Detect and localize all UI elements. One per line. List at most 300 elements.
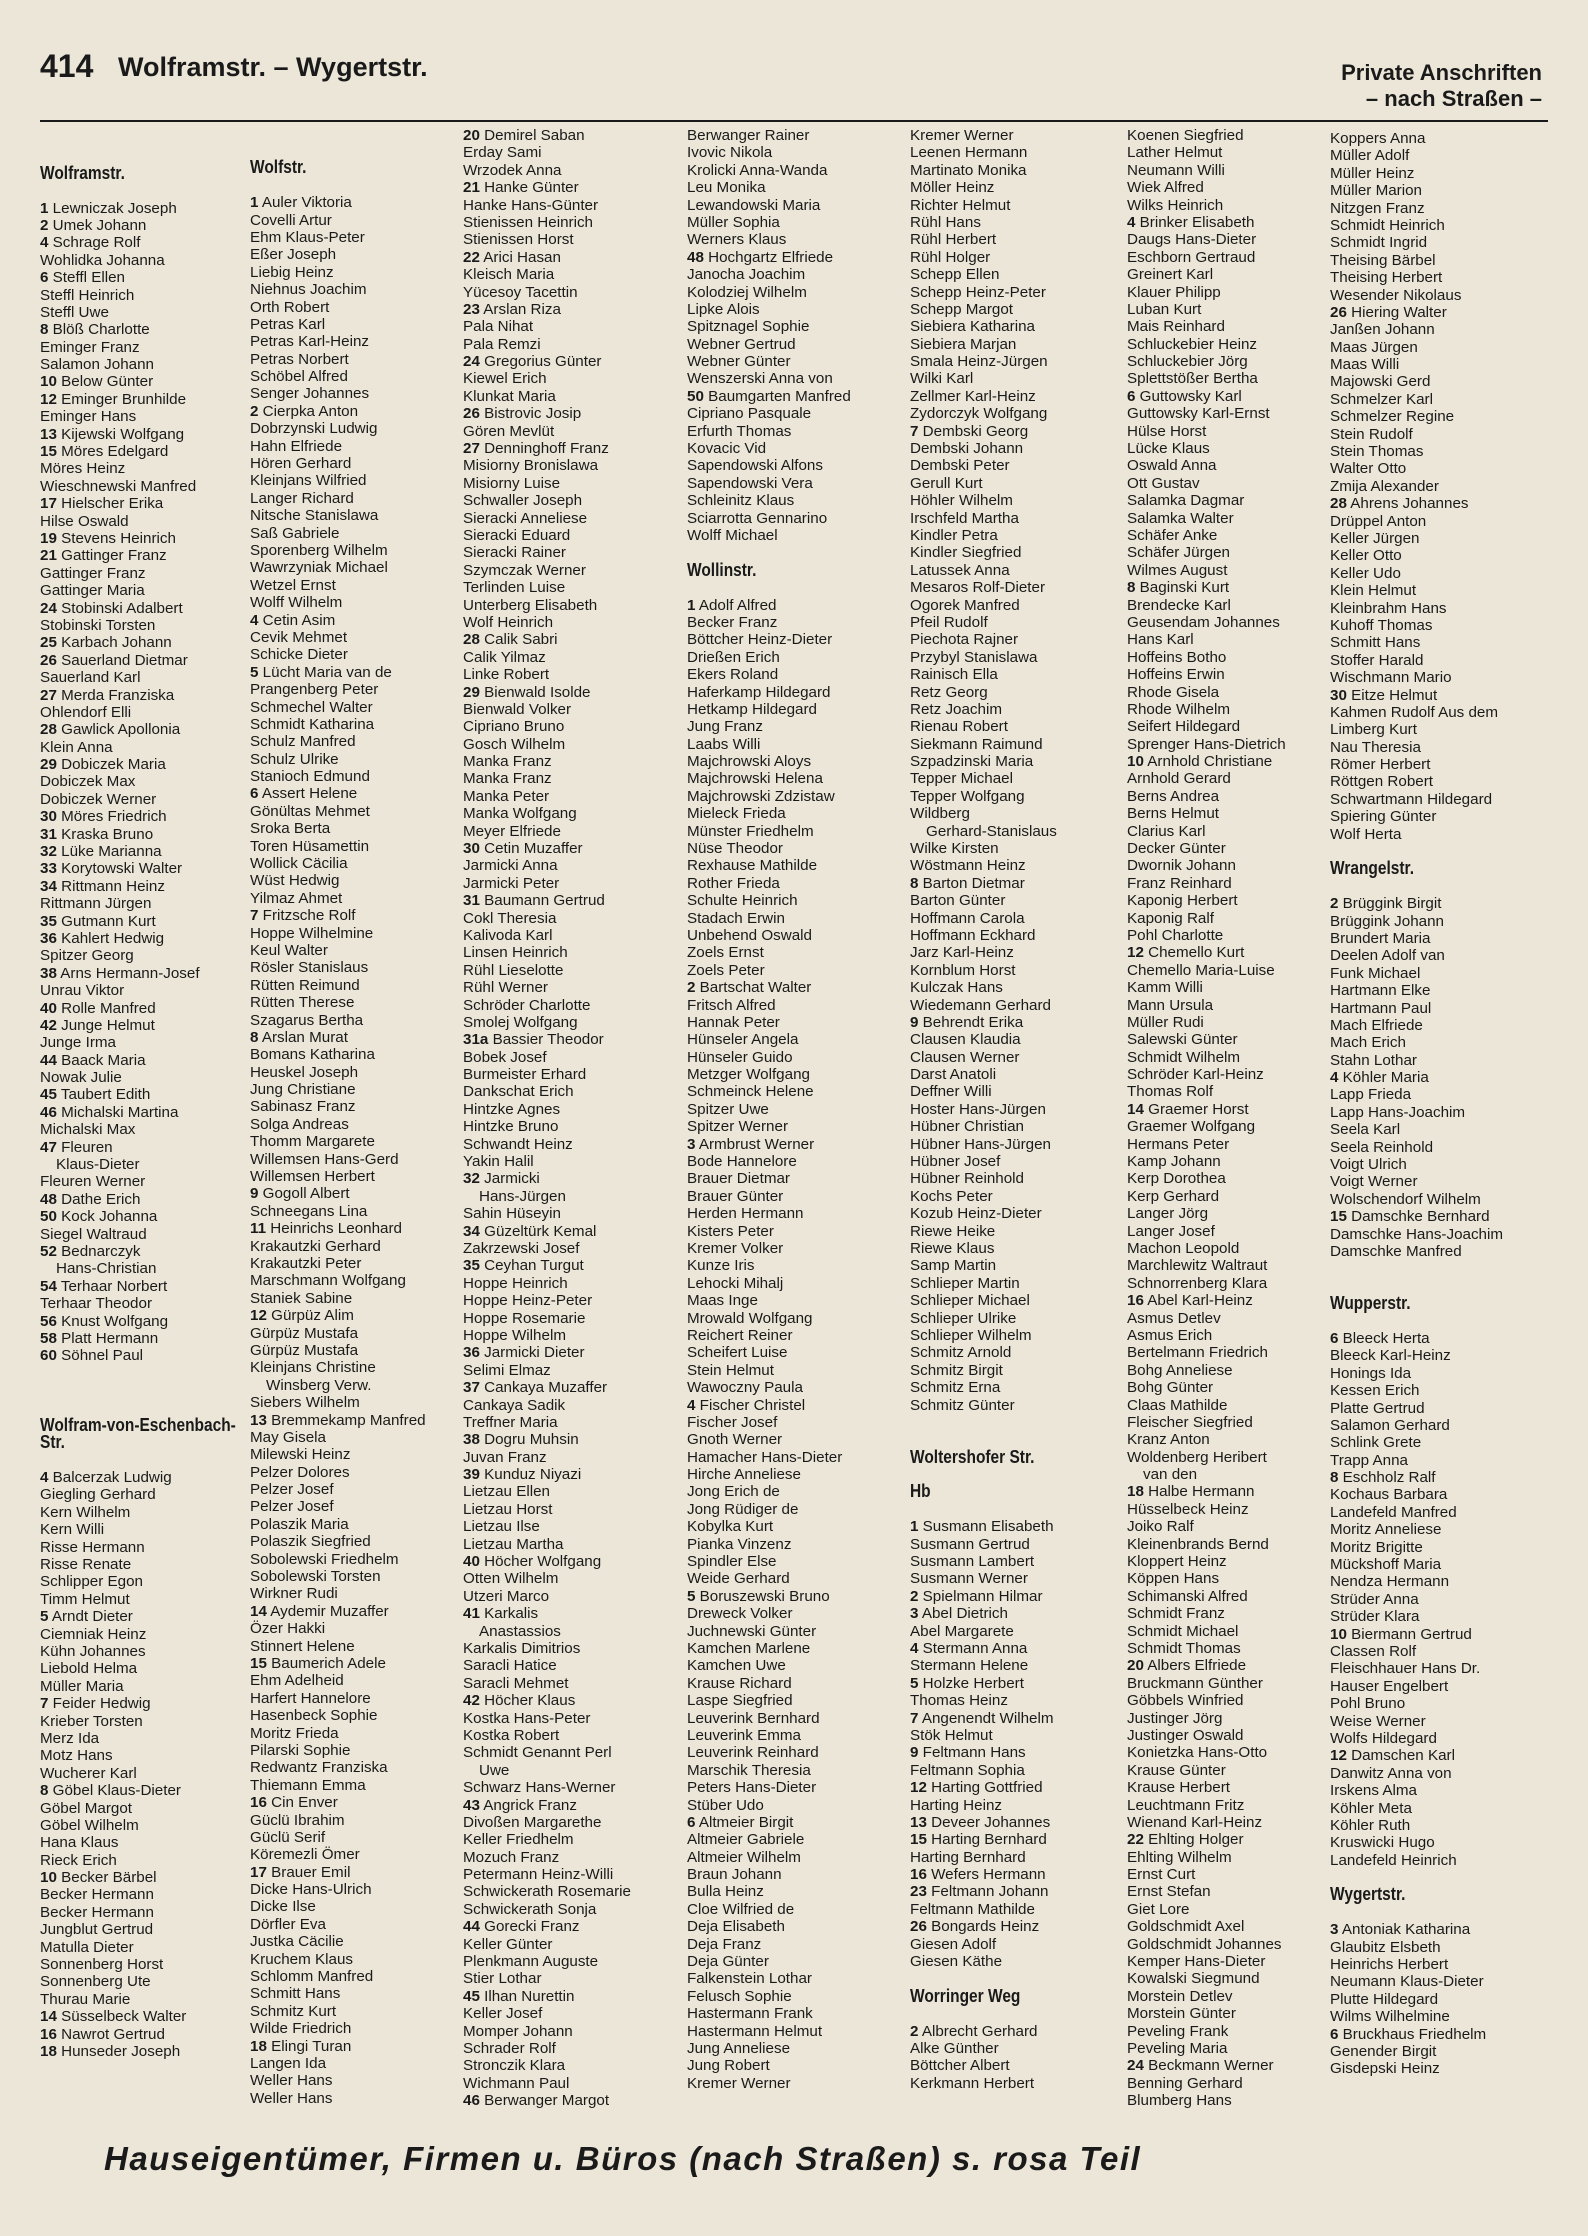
resident-entry: Retz Georg <box>910 683 988 701</box>
house-number: 2 <box>910 1587 919 1605</box>
resident-entry: Schäfer Jürgen <box>1127 544 1230 562</box>
resident-entry: Koenen Siegfried <box>1127 127 1244 144</box>
resident-entry: Reichert Reiner <box>687 1326 793 1344</box>
resident-entry: Jung Anneliese <box>687 2039 791 2057</box>
resident-entry: Kremer Volker <box>687 1240 784 1257</box>
resident-entry: Graemer Wolfgang <box>1127 1118 1256 1136</box>
resident-entry: Kloppert Heinz <box>1127 1553 1227 1571</box>
house-number: 22 <box>1127 1831 1144 1849</box>
footer-note: Hauseigentümer, Firmen u. Büros (nach Straßen) s. rosa Teil <box>104 2140 1142 2177</box>
resident-entry: Sobolewski Friedhelm <box>250 1550 399 1568</box>
resident-entry: Thurau Marie <box>40 1990 131 2008</box>
resident-entry: Richter Helmut <box>910 196 1011 214</box>
resident-entry: Honings Ida <box>1330 1364 1412 1382</box>
resident-entry: Kovacic Vid <box>687 440 767 458</box>
resident-entry: Ehlting Wilhelm <box>1127 1848 1232 1866</box>
spacer <box>1330 878 1535 895</box>
resident-entry: Mückshoff Maria <box>1330 1556 1442 1574</box>
resident-entry: Solga Andreas <box>250 1115 349 1133</box>
resident-entry: Ehm Adelheid <box>250 1672 344 1690</box>
house-number: 24 <box>463 353 480 371</box>
resident-entry: Kaponig Ralf <box>1127 909 1214 927</box>
house-number: 4 <box>250 611 259 629</box>
house-number: 50 <box>687 387 704 405</box>
header-rule <box>40 120 1548 122</box>
house-number: 20 <box>1127 1657 1144 1675</box>
resident-entry: Spitznagel Sophie <box>687 318 810 336</box>
resident-entry: Brüggink Johann <box>1330 912 1444 930</box>
resident-entry: Wilke Kirsten <box>910 840 999 858</box>
resident-entry: Keller Günter <box>463 1935 553 1953</box>
resident-entry: Kamchen Uwe <box>687 1657 786 1675</box>
resident-entry: Klein Helmut <box>1330 582 1417 600</box>
resident-entry: Schöbel Alfred <box>250 368 348 386</box>
house-number: 42 <box>463 1692 480 1710</box>
resident-entry: Risse Hermann <box>40 1538 145 1556</box>
resident-entry: Susmann Gertrud <box>910 1535 1030 1553</box>
resident-entry: Genender Birgit <box>1330 2042 1437 2060</box>
resident-entry: Theising Bärbel <box>1330 251 1436 269</box>
resident-entry: 29 Dobiczek Maria <box>40 756 166 774</box>
resident-entry: Gattinger Franz <box>40 564 146 582</box>
resident-entry: Webner Günter <box>687 353 791 371</box>
resident-entry: Gürpüz Mustafa <box>250 1324 359 1342</box>
resident-entry: Misiorny Luise <box>463 474 561 492</box>
resident-entry: Langer Richard <box>250 489 354 507</box>
resident-entry: Scheifert Luise <box>687 1344 788 1362</box>
resident-entry: Köhler Meta <box>1330 1799 1412 1817</box>
house-number: 24 <box>1127 2057 1144 2075</box>
resident-entry: Hoppe Rosemarie <box>463 1309 586 1327</box>
resident-entry: Salamon Gerhard <box>1330 1416 1450 1434</box>
spacer <box>1330 1904 1535 1921</box>
resident-entry: Schmitt Hans <box>250 1985 341 2003</box>
resident-entry: Cipriano Bruno <box>463 718 565 736</box>
resident-entry: 8 Arslan Murat <box>250 1028 348 1046</box>
resident-entry: Drießen Erich <box>687 648 780 666</box>
resident-entry: Greinert Karl <box>1127 266 1214 284</box>
resident-entry: Terlinden Luise <box>463 579 566 597</box>
resident-entry: Falkenstein Lothar <box>687 1970 812 1988</box>
house-number: 5 <box>40 1608 49 1626</box>
resident-entry: Michalski Max <box>40 1121 136 1139</box>
resident-entry: Schmitz Birgit <box>910 1361 1003 1379</box>
resident-entry: Lapp Hans-Joachim <box>1330 1103 1466 1121</box>
resident-entry: Möres Heinz <box>40 460 126 478</box>
resident-entry: 50 Baumgarten Manfred <box>687 387 851 405</box>
resident-entry: Müller Rudi <box>1127 1013 1204 1031</box>
house-number: 28 <box>40 721 57 739</box>
resident-entry: Laspe Siegfried <box>687 1692 793 1710</box>
resident-entry: Limberg Kurt <box>1330 721 1417 739</box>
house-number: 8 <box>250 1028 259 1046</box>
resident-entry: 2 Bartschat Walter <box>687 979 812 997</box>
resident-entry: Klauer Philipp <box>1127 283 1221 301</box>
resident-entry: Plenkmann Auguste <box>463 1953 599 1971</box>
resident-entry: 4 Stermann Anna <box>910 1639 1028 1657</box>
resident-entry: Tepper Michael <box>910 770 1013 788</box>
resident-entry: Pohl Charlotte <box>1127 926 1224 944</box>
resident-entry: Strüder Klara <box>1330 1608 1420 1626</box>
resident-entry: Clarius Karl <box>1127 822 1206 840</box>
resident-entry: Jarz Karl-Heinz <box>910 944 1014 962</box>
house-number: 2 <box>910 2022 919 2040</box>
resident-entry: Leuchtmann Fritz <box>1127 1796 1245 1814</box>
house-number: 38 <box>463 1431 480 1449</box>
house-number: 6 <box>1330 1329 1339 1347</box>
resident-entry: Schmitz Arnold <box>910 1344 1012 1362</box>
resident-entry: 41 Karkalis <box>463 1605 539 1623</box>
resident-entry: Petras Karl-Heinz <box>250 333 370 351</box>
resident-entry: Moritz Frieda <box>250 1724 339 1742</box>
house-number: 13 <box>250 1411 267 1429</box>
resident-entry: Hoster Hans-Jürgen <box>910 1100 1046 1118</box>
resident-entry: 4 Balcerzak Ludwig <box>40 1469 172 1487</box>
resident-entry: Langer Jörg <box>1127 1205 1209 1223</box>
resident-entry: 23 Arslan Riza <box>463 300 561 318</box>
resident-entry: Stier Lothar <box>463 1970 542 1988</box>
resident-entry: Bohg Günter <box>1127 1379 1214 1397</box>
resident-entry: Keller Friedhelm <box>463 1831 574 1849</box>
house-number: 16 <box>40 2025 57 2043</box>
house-number: 54 <box>40 1277 57 1295</box>
resident-entry: 4 Cetin Asim <box>250 611 336 629</box>
resident-entry: Zoels Ernst <box>687 944 764 962</box>
resident-entry: Fleuren Werner <box>40 1173 146 1191</box>
resident-entry: Fischer Josef <box>687 1413 778 1431</box>
section-heading-line2: – nach Straßen – <box>1365 86 1542 111</box>
house-number: 48 <box>40 1190 57 1208</box>
resident-entry: Strüder Anna <box>1330 1590 1419 1608</box>
resident-entry: Unterberg Elisabeth <box>463 596 598 614</box>
house-number: 47 <box>40 1138 57 1156</box>
resident-entry: 11 Heinrichs Leonhard <box>250 1220 402 1238</box>
resident-entry: Bienwald Volker <box>463 700 572 718</box>
resident-entry: Sciarrotta Gennarino <box>687 509 828 527</box>
resident-entry: Wüst Hedwig <box>250 872 340 890</box>
resident-entry: Schleinitz Klaus <box>687 492 795 510</box>
resident-entry: Münster Friedhelm <box>687 822 814 840</box>
resident-entry: Hoppe Heinrich <box>463 1274 568 1292</box>
resident-entry: 3 Antoniak Katharina <box>1330 1921 1471 1939</box>
resident-entry: 38 Dogru Muhsin <box>463 1431 579 1449</box>
resident-entry: Ernst Curt <box>1127 1866 1196 1884</box>
resident-entry: Pelzer Josef <box>250 1498 334 1516</box>
resident-entry: Pala Nihat <box>463 318 534 336</box>
resident-entry: Becker Hermann <box>40 1886 154 1904</box>
resident-entry: 8 Blöß Charlotte <box>40 321 150 339</box>
resident-entry: 13 Kijewski Wolfgang <box>40 425 185 443</box>
resident-entry: 2 Brüggink Birgit <box>1330 895 1442 913</box>
resident-entry: 8 Baginski Kurt <box>1127 579 1230 597</box>
resident-entry: Harting Heinz <box>910 1796 1003 1814</box>
resident-entry: May Gisela <box>250 1428 326 1446</box>
resident-entry: Bode Hannelore <box>687 1153 797 1171</box>
resident-entry: Wienand Karl-Heinz <box>1127 1813 1263 1831</box>
resident-entry: Willemsen Herbert <box>250 1168 375 1186</box>
resident-entry: Retz Joachim <box>910 700 1003 718</box>
resident-entry: Smala Heinz-Jürgen <box>910 353 1048 371</box>
resident-entry: 6 Bruckhaus Friedhelm <box>1330 2025 1487 2043</box>
house-number: 14 <box>250 1602 267 1620</box>
resident-entry: Hintzke Bruno <box>463 1118 559 1136</box>
resident-entry: Wesender Nikolaus <box>1330 286 1462 304</box>
entry-continuation: Winsberg Verw. <box>266 1376 372 1394</box>
resident-entry: Schmidt Thomas <box>1127 1639 1241 1657</box>
resident-entry: Hoppe Wilhelm <box>463 1326 566 1344</box>
house-number: 46 <box>40 1103 57 1121</box>
house-number: 18 <box>40 2042 57 2060</box>
resident-entry: Schneegans Lina <box>250 1202 368 1220</box>
house-number: 26 <box>463 405 480 423</box>
resident-entry: Rother Frieda <box>687 874 780 892</box>
resident-entry: Decker Günter <box>1127 840 1226 858</box>
resident-entry: Hören Gerhard <box>250 455 352 473</box>
resident-entry: 28 Ahrens Johannes <box>1330 495 1469 513</box>
resident-entry: Schlieper Michael <box>910 1292 1030 1310</box>
resident-entry: Keller Jürgen <box>1330 529 1420 547</box>
resident-entry: 17 Hielscher Erika <box>40 495 164 513</box>
resident-entry: Majowski Gerd <box>1330 373 1431 391</box>
resident-entry: Schulz Manfred <box>250 733 356 751</box>
resident-entry: Langen Ida <box>250 2054 327 2072</box>
resident-entry: Motz Hans <box>40 1747 113 1765</box>
resident-entry: Sieracki Anneliese <box>463 509 588 527</box>
resident-entry: Harting Bernhard <box>910 1848 1026 1866</box>
resident-entry: Kozub Heinz-Dieter <box>910 1205 1042 1223</box>
resident-entry: Manka Franz <box>463 753 552 771</box>
resident-entry: Goldschmidt Johannes <box>1127 1935 1282 1953</box>
resident-entry: Schlomm Manfred <box>250 1968 374 1986</box>
resident-entry: Wöstmann Heinz <box>910 857 1026 875</box>
resident-entry: 6 Steffl Ellen <box>40 269 125 287</box>
resident-entry: Keul Walter <box>250 941 328 959</box>
resident-entry: Matulla Dieter <box>40 1938 134 1956</box>
spacer <box>40 1382 245 1399</box>
resident-entry: Gören Mevlüt <box>463 422 555 440</box>
house-number: 8 <box>910 874 919 892</box>
resident-entry: Fleischhauer Hans Dr. <box>1330 1660 1481 1678</box>
resident-entry: Ehm Klaus-Peter <box>250 228 365 246</box>
resident-entry: 22 Arici Hasan <box>463 248 561 266</box>
resident-entry: Szymczak Werner <box>463 561 586 579</box>
house-number: 46 <box>463 2092 480 2110</box>
resident-entry: 36 Kahlert Hedwig <box>40 929 165 947</box>
resident-entry: Schröder Charlotte <box>463 996 591 1014</box>
street-heading: Wolframstr. <box>40 162 125 183</box>
resident-entry: Gönültas Mehmet <box>250 802 370 820</box>
resident-entry: 21 Hanke Günter <box>463 179 579 197</box>
resident-entry: Kochaus Barbara <box>1330 1486 1448 1504</box>
resident-entry: Müller Marion <box>1330 182 1422 200</box>
resident-entry: Koppers Anna <box>1330 130 1426 147</box>
resident-entry: Neumann Willi <box>1127 161 1225 179</box>
house-number: 52 <box>40 1243 57 1260</box>
resident-entry: 45 Taubert Edith <box>40 1086 151 1104</box>
resident-entry: Sauerland Karl <box>40 669 141 687</box>
resident-entry: Salamon Johann <box>40 356 154 374</box>
resident-entry: Mais Reinhard <box>1127 318 1225 336</box>
house-number: 41 <box>463 1605 480 1623</box>
resident-entry: Spiering Günter <box>1330 808 1437 826</box>
resident-entry: 48 Hochgartz Elfriede <box>687 248 834 266</box>
resident-entry: Schwandt Heinz <box>463 1135 573 1153</box>
resident-entry: 54 Terhaar Norbert <box>40 1277 168 1295</box>
resident-entry: Irschfeld Martha <box>910 509 1019 527</box>
resident-entry: Morstein Günter <box>1127 2005 1236 2023</box>
resident-entry: Kleinenbrands Bernd <box>1127 1535 1269 1553</box>
resident-entry: 6 Bleeck Herta <box>1330 1329 1430 1347</box>
resident-entry: Schmidt Heinrich <box>1330 216 1445 234</box>
spacer <box>1330 1313 1535 1330</box>
resident-entry: Peveling Maria <box>1127 2039 1228 2057</box>
resident-entry: Kalivoda Karl <box>463 926 553 944</box>
resident-entry: Willemsen Hans-Gerd <box>250 1150 399 1168</box>
resident-entry: Gisdepski Heinz <box>1330 2060 1440 2078</box>
resident-entry: Hoffmann Eckhard <box>910 926 1036 944</box>
resident-entry: Becker Franz <box>687 613 778 631</box>
resident-entry: Manka Peter <box>463 787 550 805</box>
resident-entry: Susmann Lambert <box>910 1553 1035 1571</box>
resident-entry: Rühl Herbert <box>910 231 997 249</box>
directory-column <box>687 127 892 2092</box>
resident-entry: Altmeier Wilhelm <box>687 1848 801 1866</box>
resident-entry: Zellmer Karl-Heinz <box>910 387 1036 405</box>
resident-entry: 31 Kraska Bruno <box>40 825 154 843</box>
resident-entry: Stein Thomas <box>1330 443 1424 461</box>
resident-entry: Wohlidka Johanna <box>40 251 165 269</box>
resident-entry: Alke Günther <box>910 2039 999 2057</box>
resident-entry: 38 Arns Hermann-Josef <box>40 964 200 982</box>
resident-entry: Pala Remzi <box>463 335 541 353</box>
resident-entry: Giet Lore <box>1127 1900 1190 1918</box>
resident-entry: Krieber Torsten <box>40 1712 143 1730</box>
house-number: 4 <box>910 1639 919 1657</box>
resident-entry: Kostka Hans-Peter <box>463 1709 591 1727</box>
resident-entry: Sieracki Eduard <box>463 526 571 544</box>
house-number: 8 <box>1330 1469 1339 1487</box>
resident-entry: Güclü Ibrahim <box>250 1811 345 1829</box>
house-number: 10 <box>40 1869 57 1887</box>
resident-entry: Majchrowski Aloys <box>687 753 812 771</box>
resident-entry: Polaszik Siegfried <box>250 1533 371 1551</box>
resident-entry: Claas Mathilde <box>1127 1396 1228 1414</box>
resident-entry: 34 Güzeltürk Kemal <box>463 1222 597 1240</box>
resident-entry: Giesen Käthe <box>910 1953 1003 1971</box>
resident-entry: 6 Guttowsky Karl <box>1127 387 1242 405</box>
resident-entry: Keller Josef <box>463 2005 543 2023</box>
resident-entry: Wolf Heinrich <box>463 613 554 631</box>
house-number: 18 <box>1127 1483 1144 1501</box>
resident-entry: Prangenberg Peter <box>250 681 379 699</box>
resident-entry: Sahin Hüseyin <box>463 1205 561 1223</box>
resident-entry: Bertelmann Friedrich <box>1127 1344 1268 1362</box>
resident-entry: Hüsselbeck Heinz <box>1127 1500 1249 1518</box>
resident-entry: 21 Gattinger Franz <box>40 547 167 565</box>
house-number: 35 <box>40 912 57 930</box>
resident-entry: Nau Theresia <box>1330 738 1421 756</box>
resident-entry: Guttowsky Karl-Ernst <box>1127 405 1270 423</box>
resident-entry: 6 Assert Helene <box>250 785 358 803</box>
resident-entry: Nüse Theodor <box>687 840 783 858</box>
resident-entry: Kulczak Hans <box>910 979 1003 997</box>
resident-entry: Webner Gertrud <box>687 335 796 353</box>
resident-entry: 33 Korytowski Walter <box>40 860 183 878</box>
house-number: 6 <box>687 1813 696 1831</box>
resident-entry: Ernst Stefan <box>1127 1883 1211 1901</box>
resident-entry: Köhler Ruth <box>1330 1816 1411 1834</box>
resident-entry: Dembski Johann <box>910 440 1024 458</box>
resident-entry: 25 Karbach Johann <box>40 634 172 652</box>
resident-entry: Leuverink Reinhard <box>687 1744 819 1762</box>
resident-entry: Smolej Wolfgang <box>463 1013 578 1031</box>
resident-entry: Schmelzer Regine <box>1330 408 1455 426</box>
resident-entry: 34 Rittmann Heinz <box>40 877 165 895</box>
resident-entry: Bobek Josef <box>463 1048 547 1066</box>
resident-entry: 4 Schrage Rolf <box>40 234 141 252</box>
resident-entry: Klein Anna <box>40 738 113 756</box>
resident-entry: Voigt Ulrich <box>1330 1156 1407 1174</box>
resident-entry: Cankaya Sadik <box>463 1396 566 1414</box>
resident-entry: Riewe Klaus <box>910 1240 995 1257</box>
resident-entry: Unrau Viktor <box>40 982 125 1000</box>
resident-entry: Hintzke Agnes <box>463 1100 561 1118</box>
resident-entry: 2 Spielmann Hilmar <box>910 1587 1043 1605</box>
resident-entry: Kerkmann Herbert <box>910 2074 1035 2092</box>
resident-entry: Schwartmann Hildegard <box>1330 790 1493 808</box>
resident-entry: Burmeister Erhard <box>463 1066 587 1084</box>
street-heading: Wolfstr. <box>250 157 307 178</box>
resident-entry: Rütten Therese <box>250 994 355 1012</box>
resident-entry: Lewandowski Maria <box>687 196 821 214</box>
resident-entry: Sonnenberg Horst <box>40 1956 164 1974</box>
resident-entry: Lietzau Ilse <box>463 1518 540 1536</box>
directory-columns <box>40 127 1548 2130</box>
house-number: 31a <box>463 1031 489 1049</box>
entry-continuation: Hans-Christian <box>56 1260 157 1278</box>
resident-entry: 5 Lücht Maria van de <box>250 663 392 681</box>
resident-entry: Eschborn Gertraud <box>1127 248 1256 266</box>
resident-entry: 9 Gogoll Albert <box>250 1185 350 1203</box>
resident-entry: Harfert Hannelore <box>250 1689 371 1707</box>
resident-entry: Rhode Wilhelm <box>1127 700 1230 718</box>
resident-entry: Stök Helmut <box>910 1726 993 1744</box>
resident-entry: Eminger Hans <box>40 408 137 426</box>
house-number: 17 <box>250 1863 267 1881</box>
resident-entry: 13 Bremmekamp Manfred <box>250 1411 426 1429</box>
resident-entry: Deja Elisabeth <box>687 1918 785 1936</box>
resident-entry: 30 Möres Friedrich <box>40 808 167 826</box>
house-number: 2 <box>250 402 259 420</box>
resident-entry: 4 Brinker Elisabeth <box>1127 213 1255 231</box>
resident-entry: Stinnert Helene <box>250 1637 355 1655</box>
resident-entry: Hünseler Angela <box>687 1031 799 1049</box>
resident-entry: Hoppe Heinz-Peter <box>463 1292 593 1310</box>
resident-entry: Keller Udo <box>1330 564 1401 582</box>
house-number: 15 <box>250 1654 267 1672</box>
resident-entry: Orth Robert <box>250 298 330 316</box>
resident-entry: Schepp Heinz-Peter <box>910 283 1046 301</box>
resident-entry: 14 Süsselbeck Walter <box>40 2008 187 2026</box>
resident-entry: Siegel Waltraud <box>40 1225 147 1243</box>
resident-entry: 5 Arndt Dieter <box>40 1608 133 1626</box>
resident-entry: 14 Graemer Horst <box>1127 1100 1249 1118</box>
entry-continuation: Anastassios <box>479 1622 561 1640</box>
resident-entry: Siebers Wilhelm <box>250 1394 360 1412</box>
resident-entry: Liebold Helma <box>40 1660 138 1678</box>
resident-entry: 9 Behrendt Erika <box>910 1013 1024 1031</box>
resident-entry: Junge Irma <box>40 1034 116 1052</box>
